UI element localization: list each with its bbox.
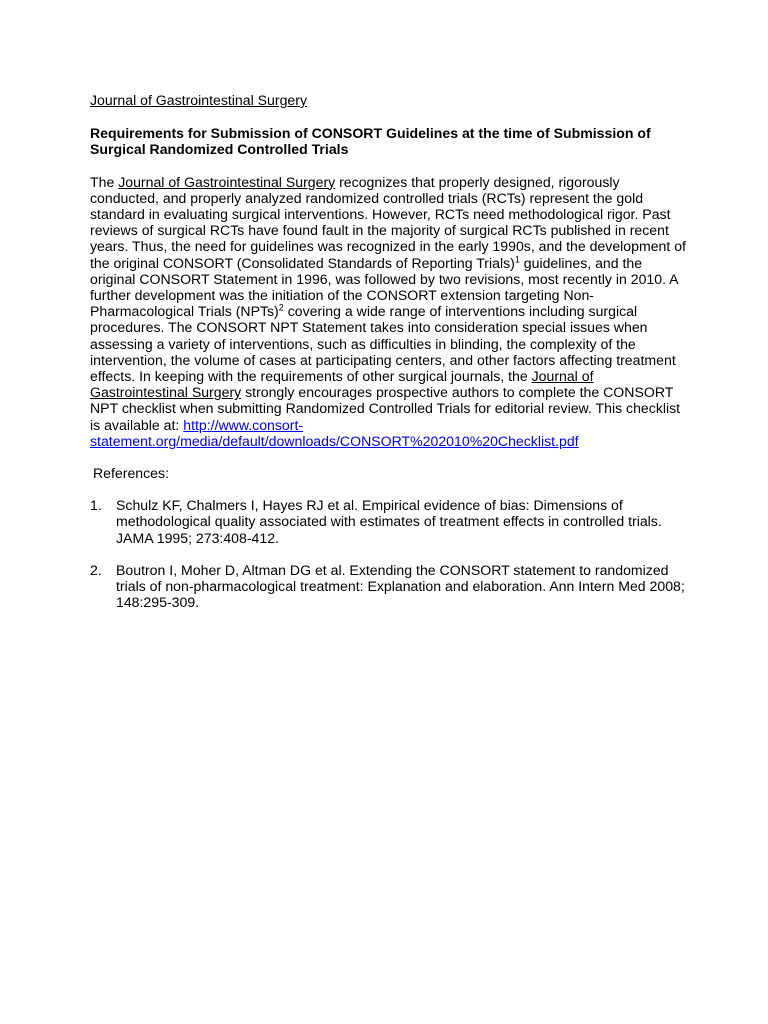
footnote-marker-1: 1 <box>514 253 520 264</box>
reference-number: 2. <box>90 561 102 578</box>
journal-header: Journal of Gastrointestinal Surgery <box>90 92 307 108</box>
reference-item <box>90 562 690 611</box>
references-heading: References: <box>93 465 169 482</box>
reference-number: 1. <box>90 497 102 514</box>
journal-name-inline-1: Journal of Gastrointestinal Surgery <box>118 173 336 190</box>
body-text-4: covering a wide range of interventions including surgical procedures. The CONSORT NPT Statement takes into consideration special issues when assessing a variety of interventions, such as difficulties in blinding, the complexity of the intervention, the volume of cases at participating centers, and other factors affecting treatment effects. In keeping with the requirements of other surgical journals, the <box>90 303 676 385</box>
journal-name-inline-2: Journal of Gastrointestinal Surgery <box>90 368 594 401</box>
document-page <box>90 92 690 626</box>
body-text-2: recognizes that properly designed, rigorously conducted, and properly analyzed randomized controlled trials (RCTs) represent the gold standard in evaluating surgical interventions. However, RCTs need methodological rigor. Past reviews of surgical RCTs have found fault in the majority of surgical RCTs published in recent years. Thus, the need for guidelines was recognized in the early 1990s, and the development of the original CONSORT (Consolidated Standards of Reporting Trials) <box>90 173 686 271</box>
body-text-3: guidelines, and the original CONSORT Statement in 1996, was followed by two revisions, most recently in 2010. A further development was the initiation of the CONSORT extension targeting Non-Pharmacological Trials (NPTs) <box>90 254 678 320</box>
body-text-5: strongly encourages prospective authors to complete the CONSORT NPT checklist when submitting Randomized Controlled Trials for editorial review. This checklist is available at: <box>90 384 681 433</box>
reference-text: Schulz KF, Chalmers I, Hayes RJ et al. Empirical evidence of bias: Dimensions of methodological quality associated with estimates of treatment effects in controlled trials. JAMA 1995; 273:408-412. <box>116 497 662 546</box>
checklist-link[interactable]: http://www.consort-statement.org/media/default/downloads/CONSORT%202010%20Checklist.pdf <box>90 416 579 449</box>
reference-item <box>90 497 690 546</box>
reference-text: Boutron I, Moher D, Altman DG et al. Extending the CONSORT statement to randomized trials of non-pharmacological treatment: Explanation and elaboration. Ann Intern Med 2008; 148:295-309. <box>116 561 685 611</box>
footnote-marker-2: 2 <box>278 302 284 313</box>
body-text-1: The <box>90 173 119 190</box>
document-title: Requirements for Submission of CONSORT Guidelines at the time of Submission of Surgical Randomized Controlled Trials <box>90 125 651 158</box>
body-paragraph <box>90 174 690 449</box>
